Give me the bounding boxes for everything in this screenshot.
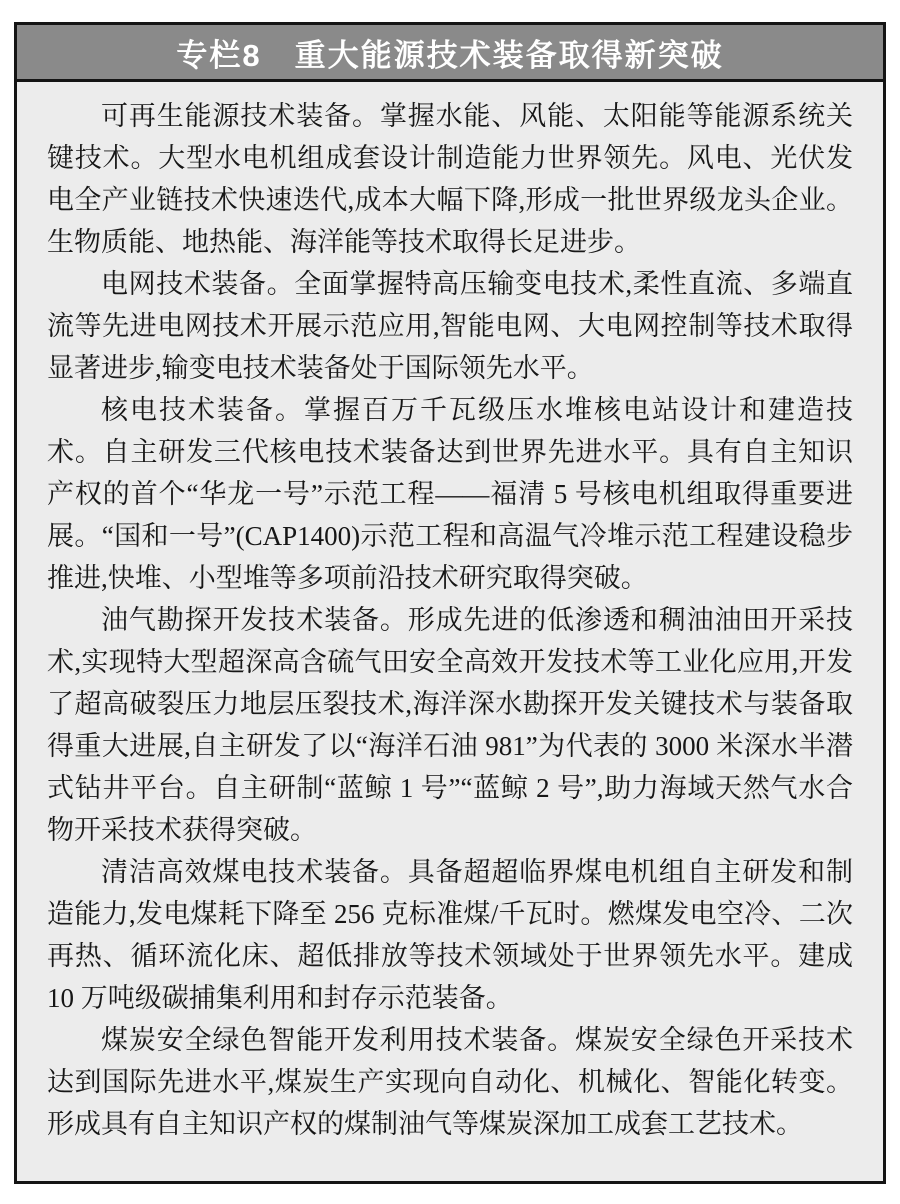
column-title-bar [17,25,883,82]
column-box [14,22,886,1184]
paragraph-power-grid: 电网技术装备。全面掌握特高压输变电技术,柔性直流、多端直流等先进电网技术开展示范应用,智能电网、大电网控制等技术取得显著进步,输变电技术装备处于国际领先水平。 [47,269,853,383]
paragraph-renewable-energy: 可再生能源技术装备。掌握水能、风能、太阳能等能源系统关键技术。大型水电机组成套设计制造能力世界领先。风电、光伏发电全产业链技术快速迭代,成本大幅下降,形成一批世界级龙头企业。生物质能、地热能、海洋能等技术取得长足进步。 [47,101,853,257]
paragraph-clean-coal-power: 清洁高效煤电技术装备。具备超超临界煤电机组自主研发和制造能力,发电煤耗下降至 256 克标准煤/千瓦时。燃煤发电空冷、二次再热、循环流化床、超低排放等技术领域处于世界领先水平。建成 10 万吨级碳捕集利用和封存示范装备。 [47,857,853,1013]
column-content [17,82,883,1145]
paragraph-nuclear-power: 核电技术装备。掌握百万千瓦级压水堆核电站设计和建造技术。自主研发三代核电技术装备达到世界先进水平。具有自主知识产权的首个“华龙一号”示范工程——福清 5 号核电机组取得重要进展。“国和一号”(CAP1400)示范工程和高温气冷堆示范工程建设稳步推进,快堆、小型堆等多项前沿技术研究取得突破。 [47,395,853,593]
paragraph-oil-gas-exploration: 油气勘探开发技术装备。形成先进的低渗透和稠油油田开采技术,实现特大型超深高含硫气田安全高效开发技术等工业化应用,开发了超高破裂压力地层压裂技术,海洋深水勘探开发关键技术与装备取得重大进展,自主研发了以“海洋石油 981”为代表的 3000 米深水半潜式钻井平台。自主研制“蓝鲸 1 号”“蓝鲸 2 号”,助力海域天然气水合物开采技术获得突破。 [47,605,853,845]
paragraph-coal-safety: 煤炭安全绿色智能开发利用技术装备。煤炭安全绿色开采技术达到国际先进水平,煤炭生产实现向自动化、机械化、智能化转变。形成具有自主知识产权的煤制油气等煤炭深加工成套工艺技术。 [47,1025,853,1139]
column-title: 专栏8 重大能源技术装备取得新突破 [176,37,724,73]
